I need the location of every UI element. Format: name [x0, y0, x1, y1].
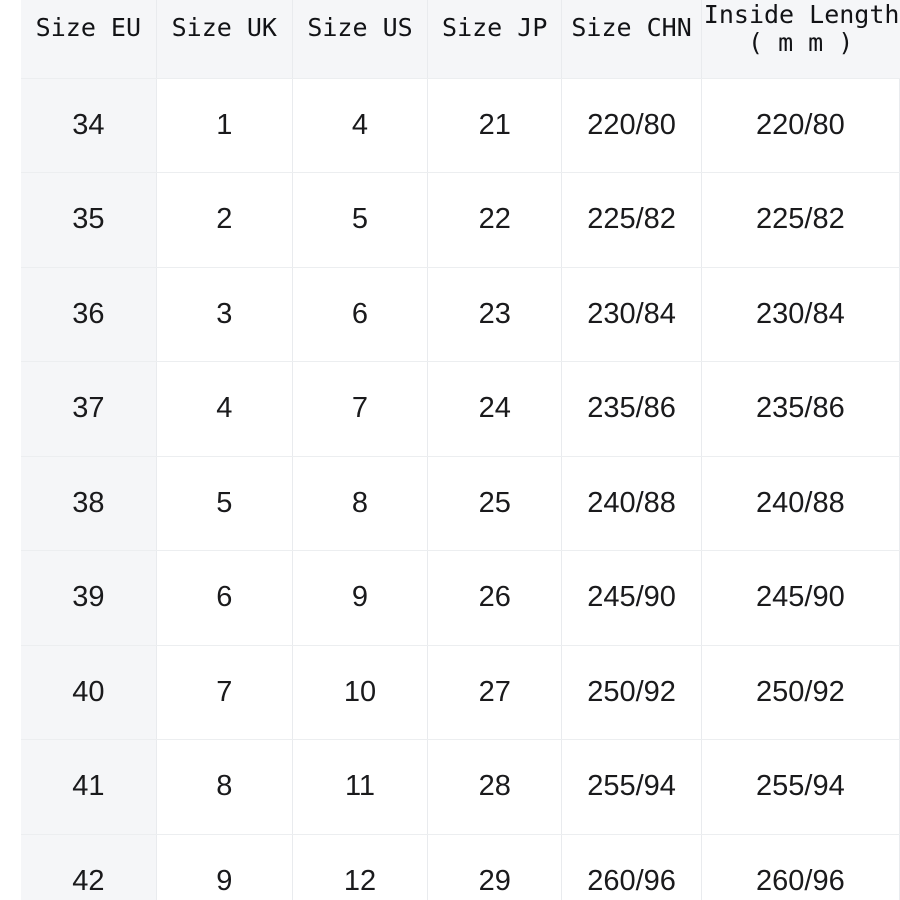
table-cell: 41	[21, 740, 156, 835]
table-cell: 250/92	[701, 645, 899, 740]
column-header-size-chn: Size CHN	[562, 0, 701, 78]
table-row	[21, 267, 900, 362]
table-cell: 11	[292, 740, 427, 835]
table-cell: 40	[21, 645, 156, 740]
table-cell: 37	[21, 362, 156, 457]
table-cell: 4	[292, 78, 427, 173]
table-cell: 250/92	[562, 645, 701, 740]
column-header-size-us: Size US	[292, 0, 427, 78]
table-cell: 7	[156, 645, 292, 740]
table-cell: 6	[292, 267, 427, 362]
table-cell: 34	[21, 78, 156, 173]
table-cell: 220/80	[562, 78, 701, 173]
table-cell: 9	[292, 551, 427, 646]
table-cell: 23	[428, 267, 562, 362]
table-cell: 6	[156, 551, 292, 646]
column-header-size-jp: Size JP	[428, 0, 562, 78]
column-header-inside-length	[701, 0, 899, 78]
inside-length-unit: ( m m )	[747, 28, 854, 57]
table-header	[21, 0, 900, 78]
table-cell: 25	[428, 456, 562, 551]
table-cell: 21	[428, 78, 562, 173]
table-cell: 38	[21, 456, 156, 551]
table-cell: 245/90	[701, 551, 899, 646]
table-cell: 22	[428, 173, 562, 268]
table-cell: 5	[292, 173, 427, 268]
table-row	[21, 456, 900, 551]
table-cell: 24	[428, 362, 562, 457]
table-cell: 225/82	[701, 173, 899, 268]
table-cell: 225/82	[562, 173, 701, 268]
table-cell: 255/94	[701, 740, 899, 835]
table-cell: 5	[156, 456, 292, 551]
column-header-size-eu: Size EU	[21, 0, 156, 78]
table-cell: 260/96	[562, 834, 701, 900]
table-cell: 7	[292, 362, 427, 457]
table-cell: 235/86	[701, 362, 899, 457]
column-header-size-uk: Size UK	[156, 0, 292, 78]
table-cell: 26	[428, 551, 562, 646]
table-cell: 12	[292, 834, 427, 900]
table-cell: 1	[156, 78, 292, 173]
table-row	[21, 173, 900, 268]
table-cell: 8	[156, 740, 292, 835]
size-conversion-table	[21, 0, 900, 900]
table-cell: 28	[428, 740, 562, 835]
table-row	[21, 740, 900, 835]
table-cell: 230/84	[701, 267, 899, 362]
table-cell: 220/80	[701, 78, 899, 173]
table-cell: 29	[428, 834, 562, 900]
table-row	[21, 362, 900, 457]
table-cell: 42	[21, 834, 156, 900]
table-cell: 10	[292, 645, 427, 740]
table-cell: 240/88	[562, 456, 701, 551]
header-row	[21, 0, 900, 78]
table-cell: 9	[156, 834, 292, 900]
table-cell: 260/96	[701, 834, 899, 900]
table-cell: 8	[292, 456, 427, 551]
table-row	[21, 551, 900, 646]
table-cell: 230/84	[562, 267, 701, 362]
table-row	[21, 78, 900, 173]
table-cell: 4	[156, 362, 292, 457]
table-cell: 36	[21, 267, 156, 362]
table-cell: 27	[428, 645, 562, 740]
table-cell: 2	[156, 173, 292, 268]
table-cell: 39	[21, 551, 156, 646]
table-row	[21, 645, 900, 740]
table-cell: 255/94	[562, 740, 701, 835]
inside-length-label: Inside Length	[703, 0, 900, 29]
table-row	[21, 834, 900, 900]
table-cell: 240/88	[701, 456, 899, 551]
table-cell: 35	[21, 173, 156, 268]
table-cell: 235/86	[562, 362, 701, 457]
table-cell: 245/90	[562, 551, 701, 646]
table-cell: 3	[156, 267, 292, 362]
table-body	[21, 78, 900, 900]
